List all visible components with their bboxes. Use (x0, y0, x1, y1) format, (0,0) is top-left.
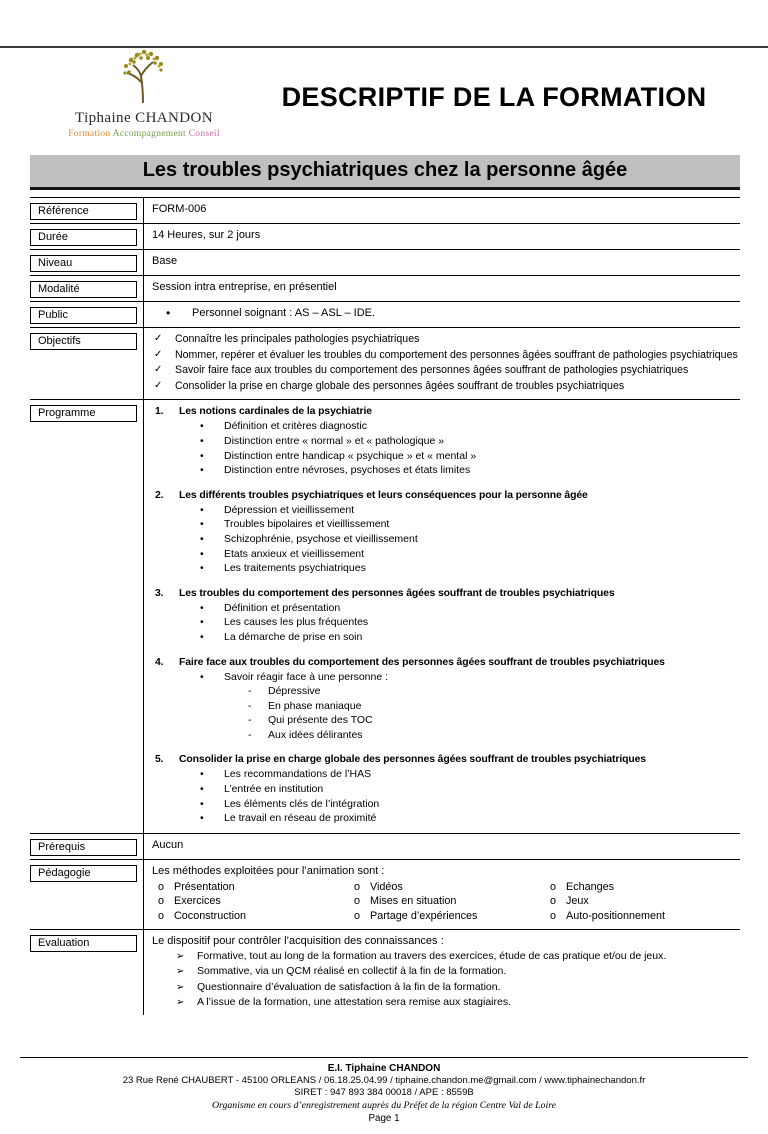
bullet-icon: • (200, 768, 204, 781)
row-pedagogie (30, 859, 740, 929)
row-duree (30, 223, 740, 249)
document-page (0, 46, 768, 1015)
footer-registration: Organisme en cours d’enregistrement auprès du Préfet de la région Centre Val de Loire (211, 1100, 556, 1111)
document-footer (20, 1057, 748, 1124)
programme-item (152, 547, 738, 562)
row-evaluation (30, 929, 740, 1015)
page-top-edge (0, 46, 768, 48)
programme-item (152, 532, 738, 547)
duree-value: 14 Heures, sur 2 jours (152, 229, 261, 241)
objectifs-label: Objectifs (30, 333, 137, 350)
objectif-item (152, 348, 738, 363)
programme-subitem (152, 728, 738, 743)
programme-item-text: Les traitements psychiatriques (224, 562, 366, 575)
bullet-icon: • (200, 464, 204, 477)
programme-item (152, 463, 738, 478)
tagline-formation: Formation (68, 129, 111, 139)
circle-icon: o (158, 910, 165, 923)
programme-item (152, 782, 738, 797)
bullet-icon: • (166, 306, 171, 320)
bullet-icon: • (200, 562, 204, 575)
footer-company: E.I. Tiphaine CHANDON (327, 1063, 441, 1074)
niveau-label: Niveau (30, 255, 137, 272)
logo-tree-icon (117, 46, 171, 104)
programme-item-text: Définition et critères diagnostic (224, 420, 367, 433)
programme-section-1 (152, 404, 738, 477)
programme-item (152, 811, 738, 826)
circle-icon: o (550, 910, 557, 923)
evaluation-item-text: A l’issue de la formation, une attestation sera remise aux stagiaires. (197, 995, 511, 1008)
pedagogie-intro: Les méthodes exploitées pour l’animation sont : (152, 864, 385, 877)
document-title: DESCRIPTIF DE LA FORMATION (281, 82, 707, 112)
pedagogie-item (348, 894, 544, 909)
programme-subitem-text: Dépressive (268, 685, 321, 698)
duree-label: Durée (30, 229, 137, 246)
programme-label: Programme (30, 405, 137, 422)
pedagogie-item (348, 880, 544, 895)
prerequis-value: Aucun (152, 838, 184, 851)
circle-icon: o (550, 895, 557, 908)
objectif-text: Savoir faire face aux troubles du comportement des personnes âgées souffrant de pathologies psychiatriques (175, 364, 689, 377)
row-reference (30, 197, 740, 223)
programme-section-4 (152, 655, 738, 743)
bullet-icon: • (200, 518, 204, 531)
pedagogie-item-text: Mises en situation (370, 895, 457, 908)
arrow-icon: ➢ (176, 951, 185, 963)
evaluation-item (152, 980, 738, 995)
section-title: Consolider la prise en charge globale des personnes âgées souffrant de troubles psychiatriques (179, 754, 646, 766)
check-icon: ✓ (154, 364, 163, 376)
objectif-item (152, 332, 738, 347)
objectif-text: Nommer, repérer et évaluer les troubles du comportement des personnes âgées souffrant de pathologies psychiatriques (175, 348, 738, 361)
circle-icon: o (354, 895, 361, 908)
company-logo (30, 46, 230, 139)
dash-icon: - (248, 699, 252, 712)
arrow-icon: ➢ (176, 996, 185, 1008)
reference-label: Référence (30, 203, 137, 220)
pedagogie-item (348, 909, 544, 924)
bullet-icon: • (200, 503, 204, 516)
programme-subitem (152, 699, 738, 714)
programme-subitem-text: En phase maniaque (268, 699, 362, 712)
row-public (30, 301, 740, 327)
reference-value: FORM-006 (152, 203, 207, 215)
check-icon: ✓ (154, 348, 163, 360)
bullet-icon: • (200, 783, 204, 796)
programme-subitem-text: Qui présente des TOC (268, 714, 373, 727)
bullet-icon: • (200, 449, 204, 462)
evaluation-item-text: Sommative, via un QCM réalisé en collectif à la fin de la formation. (197, 965, 507, 978)
objectif-item (152, 379, 738, 394)
section-title: Les différents troubles psychiatriques et leurs conséquences pour la personne âgée (179, 489, 588, 501)
programme-item (152, 561, 738, 576)
pedagogie-item-text: Auto-positionnement (566, 910, 666, 923)
pedagogie-label: Pédagogie (30, 865, 137, 882)
section-number: 5. (155, 754, 164, 766)
footer-siret: SIRET : 947 893 384 00018 / APE : 8559B (294, 1087, 474, 1098)
section-number: 2. (155, 489, 164, 501)
arrow-icon: ➢ (176, 981, 185, 993)
programme-item-text: Distinction entre névroses, psychoses et états limites (224, 464, 471, 477)
programme-item-text: Distinction entre handicap « psychique » et « mental » (224, 449, 477, 462)
bullet-icon: • (200, 812, 204, 825)
evaluation-item (152, 964, 738, 979)
section-title: Faire face aux troubles du comportement des personnes âgées souffrant de troubles psychiatriques (179, 656, 665, 668)
dash-icon: - (248, 685, 252, 698)
pedagogie-item (544, 909, 738, 924)
programme-item-text: L’entrée en institution (224, 783, 324, 796)
section-number: 1. (155, 406, 164, 418)
pedagogie-grid (152, 880, 738, 924)
programme-item-text: Etats anxieux et vieillissement (224, 547, 365, 560)
pedagogie-item-text: Vidéos (370, 880, 403, 893)
footer-address: 23 Rue René CHAUBERT - 45100 ORLEANS / 06.18.25.04.99 / tiphaine.chandon.me@gmail.com / www.tiphainechandon.fr (122, 1075, 646, 1086)
programme-item-text: Schizophrénie, psychose et vieillissement (224, 532, 418, 545)
prerequis-label: Prérequis (30, 839, 137, 856)
bullet-icon: • (200, 670, 204, 683)
programme-item-text: Le travail en réseau de proximité (224, 812, 377, 825)
bullet-icon: • (200, 532, 204, 545)
row-modalite (30, 275, 740, 301)
pedagogie-item (544, 894, 738, 909)
circle-icon: o (354, 910, 361, 923)
programme-item (152, 517, 738, 532)
dash-icon: - (248, 714, 252, 727)
row-prerequis (30, 833, 740, 859)
logo-company-name: Tiphaine CHANDON (75, 110, 213, 126)
programme-item-text: Définition et présentation (224, 601, 341, 614)
check-icon: ✓ (154, 379, 163, 391)
pedagogie-item-text: Echanges (566, 880, 615, 893)
bullet-icon: • (200, 434, 204, 447)
pedagogie-item (152, 909, 348, 924)
programme-item-text: Dépression et vieillissement (224, 503, 355, 516)
modalite-value: Session intra entreprise, en présentiel (152, 281, 337, 293)
programme-item (152, 767, 738, 782)
programme-item-text: Les causes les plus fréquentes (224, 616, 369, 629)
programme-item (152, 797, 738, 812)
programme-item (152, 630, 738, 645)
section-title: Les notions cardinales de la psychiatrie (179, 406, 372, 418)
objectif-item (152, 363, 738, 378)
programme-item (152, 434, 738, 449)
programme-item-text: Les éléments clés de l’intégration (224, 797, 380, 810)
niveau-value: Base (152, 255, 178, 267)
row-niveau (30, 249, 740, 275)
evaluation-label: Evaluation (30, 935, 137, 952)
bullet-icon: • (200, 420, 204, 433)
programme-section-5 (152, 752, 738, 825)
programme-item (152, 503, 738, 518)
programme-item-text: Troubles bipolaires et vieillissement (224, 518, 390, 531)
pedagogie-item-text: Présentation (174, 880, 235, 893)
evaluation-item (152, 995, 738, 1010)
programme-subitem (152, 684, 738, 699)
programme-item (152, 419, 738, 434)
circle-icon: o (158, 895, 165, 908)
details-table (30, 197, 740, 1015)
bullet-icon: • (200, 630, 204, 643)
pedagogie-item (152, 880, 348, 895)
bullet-icon: • (200, 616, 204, 629)
programme-subitem-text: Aux idées délirantes (268, 728, 363, 741)
public-label: Public (30, 307, 137, 324)
tagline-conseil: Conseil (188, 129, 220, 139)
programme-subitem (152, 713, 738, 728)
row-programme (30, 399, 740, 832)
arrow-icon: ➢ (176, 966, 185, 978)
evaluation-item-text: Formative, tout au long de la formation au travers des exercices, étude de cas pratique et/ou de jeux. (197, 950, 667, 963)
evaluation-intro: Le dispositif pour contrôler l’acquisition des connaissances : (152, 934, 444, 947)
section-title: Les troubles du comportement des personnes âgées souffrant de troubles psychiatriques (179, 587, 615, 599)
bullet-icon: • (200, 601, 204, 614)
pedagogie-item (152, 894, 348, 909)
footer-page-number: Page 1 (368, 1113, 400, 1124)
modalite-label: Modalité (30, 281, 137, 298)
check-icon: ✓ (154, 333, 163, 344)
programme-item (152, 670, 738, 685)
row-objectifs (30, 327, 740, 399)
section-number: 3. (155, 587, 164, 599)
pedagogie-item-text: Exercices (174, 895, 221, 908)
bullet-icon: • (200, 547, 204, 560)
pedagogie-item-text: Coconstruction (174, 910, 247, 923)
pedagogie-item-text: Jeux (566, 895, 589, 908)
objectif-text: Consolider la prise en charge globale des personnes âgées souffrant de troubles psychiatriques (175, 379, 625, 392)
objectif-text: Connaître les principales pathologies psychiatriques (175, 333, 420, 345)
section-number: 4. (155, 656, 164, 668)
dash-icon: - (248, 728, 252, 741)
logo-tagline (58, 129, 230, 139)
evaluation-item (152, 949, 738, 964)
evaluation-item-text: Questionnaire d’évaluation de satisfaction à la fin de la formation. (197, 980, 501, 993)
pedagogie-item (544, 880, 738, 895)
programme-item (152, 449, 738, 464)
circle-icon: o (550, 880, 557, 893)
programme-item-text: Les recommandations de l’HAS (224, 768, 372, 781)
circle-icon: o (354, 880, 361, 893)
programme-item-text: Distinction entre « normal » et « pathologique » (224, 434, 445, 447)
programme-section-2 (152, 488, 738, 576)
public-item (152, 306, 738, 321)
programme-item (152, 601, 738, 616)
programme-item-text: Savoir réagir face à une personne : (224, 670, 389, 683)
bullet-icon: • (200, 797, 204, 810)
programme-item-text: La démarche de prise en soin (224, 630, 363, 643)
training-title-banner: Les troubles psychiatriques chez la personne âgée (30, 155, 740, 190)
circle-icon: o (158, 880, 165, 893)
programme-section-3 (152, 586, 738, 645)
public-item-text: Personnel soignant : AS – ASL – IDE. (192, 307, 376, 319)
pedagogie-item-text: Partage d’expériences (370, 910, 478, 923)
footer-divider (20, 1057, 748, 1058)
programme-item (152, 615, 738, 630)
document-header (30, 46, 740, 139)
tagline-accompagnement: Accompagnement (112, 129, 186, 139)
